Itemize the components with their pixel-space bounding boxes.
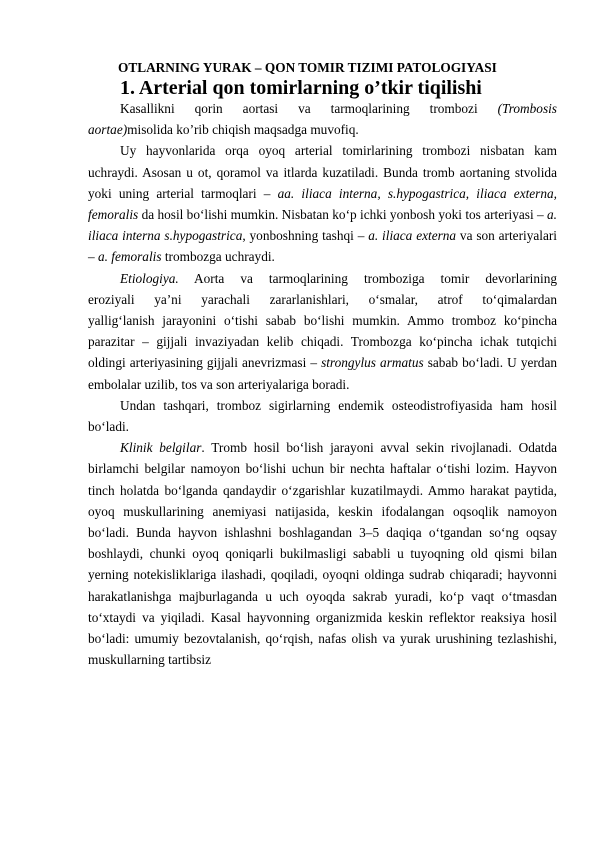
latin-term: a. femoralis: [97, 249, 162, 265]
paragraph-etiology-head: [88, 268, 557, 310]
paragraph-etiology-body: yallig‘lanish jarayonini o‘tishi sabab bo‘lishi mumkin. Ammo tromboz ko‘pincha parazitar – gijjali invaziyadan kelib chiqadi. Trombozga ko‘pincha ichak tutqichi oldingi arteriyasining gijjali anevrizmasi – strongylus armatus sabab bo‘ladi. U yerdan embolalar uzilib, tos va son arteriyalariga boradi.: [88, 313, 557, 392]
paragraph-osteodystrophy: Undan tashqari, tromboz sigirlarning endemik osteodistrofiyasida ham hosil bo‘ladi.: [88, 397, 557, 435]
latin-term: (Trombosis: [497, 101, 557, 116]
etiology-line-1: Etiologiya. Aorta va tarmoqlarining tromboziga tomir devorlarining: [120, 270, 557, 286]
paragraph-occurrence: Uy hayvonlarida orqa oyoq arterial tomirlarining trombozi nisbatan kam uchraydi. Asosan u ot, qoramol va itlarda kuzatiladi. Bunda tromb aortaning stvolida yoki uning arterial tarmoqlari – aa. iliaca interna, s.hypogastrica, iliaca externa, femoralis da hosil bo‘lishi mumkin. Nisbatan ko‘p ichki yonbosh yoki tos arteriyasi – a. iliaca interna s.hypogastrica, yonboshning tashqi – a. iliaca externa va son arteriyalari – a. femoralis trombozga uchraydi.: [88, 143, 557, 265]
latin-term: a. iliaca externa: [368, 228, 457, 244]
clinical-label: Klinik belgilar: [120, 440, 202, 456]
etiology-line-2: eroziyali ya’ni yarachali zararlanishlari, o‘smalar, atrof to‘qimalardan: [88, 291, 557, 307]
section-title: 1. Arterial qon tomirlarning o’tkir tiqilishi: [120, 77, 482, 99]
latin-term: aortae): [88, 122, 128, 138]
latin-term: aa. iliaca interna, s.hypogastrica, iliaca externa, femoralis: [88, 185, 557, 223]
etiology-label: Etiologiya.: [120, 270, 179, 286]
paragraph-intro-line-1: Kasallikni qorin aortasi va tarmoqlarining trombozi (Trombosis: [120, 101, 557, 116]
paragraph-clinical-signs: Klinik belgilar. Tromb hosil bo‘lish jarayoni avval sekin rivojlanadi. Odatda birlamchi belgilar namoyon bo‘lishi uchun bir nechta haftalar o‘tishi lozim. Hayvon tinch holatda bo‘lganda qandaydir o‘zgarishlar kuzatilmaydi. Ammo harakat paytida, oyoq muskullarining anemiyasi natijasida, keskin ifodalangan oqsoqlik namoyon bo‘ladi. Bunda hayvon ishlashni boshlagandan 3–5 daqiqa o‘tgandan so‘ng oqsay boshlaydi, chunki oyoq qoniqarli bukilmasligi sababli u tuyoqning old qismi bilan yerning notekisliklariga ilashadi, qoqiladi, oyoqni oldinga sudrab chiqaradi; hayvonni harakatlanishga majburlaganda u uch oyoqda sakrab yuradi, ko‘p vaqt o‘tmasdan to‘xtaydi va yiqiladi. Kasal hayvonning organizmida keskin reflektor reaksiya hosil bo‘ladi: umumiy bezovtalanish, qo‘rqish, nafas olish va yurak urushining tezlashishi, muskullarning tartibsiz: [88, 440, 557, 668]
paragraph-intro-line-2: aortae)misolida ko’rib chiqish maqsadga muvofiq.: [88, 122, 359, 138]
latin-term: a. iliaca interna s.hypogastrica: [88, 207, 557, 244]
paragraph-intro: [88, 98, 557, 140]
latin-term: strongylus armatus: [321, 355, 424, 371]
document-title: OTLARNING YURAK – QON TOMIR TIZIMI PATOLOGIYASI: [118, 60, 497, 75]
document-page: [88, 58, 557, 670]
